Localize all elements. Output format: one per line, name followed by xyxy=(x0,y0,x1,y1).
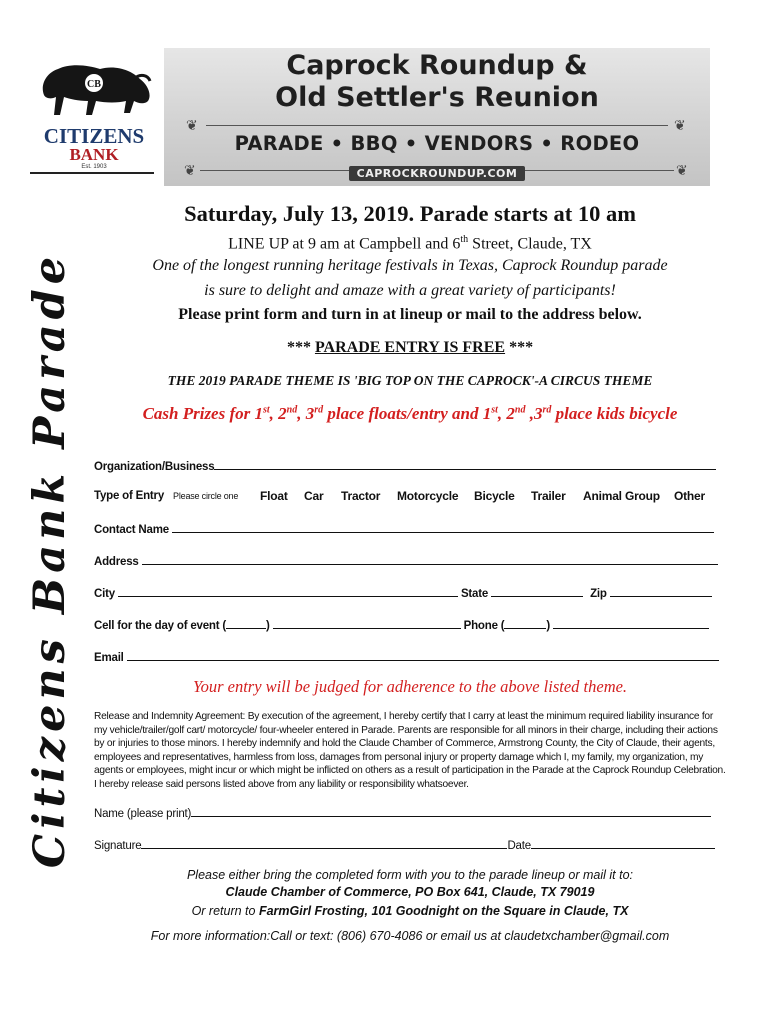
footer-contact-info: For more information:Call or text: (806) 670-4086 or email us at claudetxchamber@gmail.com xyxy=(150,929,670,943)
prize-sup: nd xyxy=(514,404,526,416)
city-row xyxy=(94,586,712,600)
email-label: Email xyxy=(94,652,124,664)
city-field[interactable] xyxy=(118,586,458,597)
lineup-info xyxy=(90,234,730,253)
logo-monogram: CB xyxy=(87,79,101,90)
signature-row xyxy=(94,838,715,852)
option-float[interactable]: Float xyxy=(260,489,288,503)
entry-free-notice xyxy=(90,339,730,357)
cell-area-code-field[interactable] xyxy=(226,618,266,629)
name-label: Name (please print) xyxy=(94,808,192,820)
event-banner xyxy=(164,48,710,186)
type-hint: Please circle one xyxy=(173,491,239,501)
bank-name: CITIZENS xyxy=(43,124,145,148)
zip-label: Zip xyxy=(590,588,607,600)
signature-field[interactable] xyxy=(141,838,507,849)
type-label-row xyxy=(94,490,238,502)
address-row xyxy=(94,554,718,568)
side-title-wrap xyxy=(22,210,78,910)
prize-sup: nd xyxy=(286,404,298,416)
option-other[interactable]: Other xyxy=(674,489,706,503)
banner-url-row xyxy=(164,162,710,181)
judging-notice: Your entry will be judged for adherence to the above listed theme. xyxy=(192,677,628,696)
free-text: PARADE ENTRY IS FREE xyxy=(314,339,506,356)
address-field[interactable] xyxy=(142,554,718,565)
banner-activities: PARADE • BBQ • VENDORS • RODEO xyxy=(234,132,640,155)
email-field[interactable] xyxy=(127,650,719,661)
ornament-icon: ❦ xyxy=(676,162,688,178)
prize-sup: rd xyxy=(542,404,552,416)
cell-row xyxy=(94,618,709,632)
print-form-instruction: Please print form and turn in at lineup or mail to the address below. xyxy=(178,306,642,323)
cash-prizes xyxy=(90,404,730,424)
prize-text: Cash Prizes for 1 xyxy=(142,404,263,423)
prize-sup: st xyxy=(263,404,270,416)
option-bicycle[interactable]: Bicycle xyxy=(474,489,515,503)
release-agreement: Release and Indemnity Agreement: By execution of the agreement, I hereby certify that I carry at least the minimum required liability insurance for my vehicle/trailer/golf cart/ motorcycle/ four-wheeler entered in Parade. Parents are responsible for all minors in their charge, including their actions by or injuries to those minors. I hereby indemnify and hold the Claude Chamber of Commerce, Armstrong County, the City of Claude, their agents, employees and representatives, harmless from loss, damages from personal injury or property damage which I, my family, my organization, my agents or employees, might incur or which might be inflicted on others as a result of participation in the Parade at the Caprock Roundup Celebration. I hereby release said persons listed above from any liability or responsibility whatsoever. xyxy=(94,711,726,790)
footer-instruction: Please either bring the completed form with you to the parade lineup or mail it to: xyxy=(186,868,634,882)
prize-text: place floats/entry and 1 xyxy=(323,404,492,423)
prize-sup: st xyxy=(491,404,498,416)
cell-label: Cell for the day of event ( xyxy=(94,620,226,632)
lineup-sup: th xyxy=(460,234,469,245)
organization-field[interactable] xyxy=(214,459,716,470)
cell-number-field[interactable] xyxy=(273,618,461,629)
contact-row xyxy=(94,522,714,536)
phone-label: Phone ( xyxy=(463,620,505,632)
heritage-line-1: One of the longest running heritage festivals in Texas, Caprock Roundup parade xyxy=(152,257,668,274)
option-trailer[interactable]: Trailer xyxy=(531,489,566,503)
footer-return-pre: Or return to xyxy=(191,904,259,918)
parade-theme: THE 2019 PARADE THEME IS 'BIG TOP ON THE CAPROCK'-A CIRCUS THEME xyxy=(167,373,653,388)
prize-text: place kids bicycle xyxy=(551,404,678,423)
logo-divider xyxy=(30,172,154,174)
event-date: Saturday, July 13, 2019. Parade starts at 10 am xyxy=(184,201,636,226)
banner-url[interactable]: CAPROCKROUNDUP.COM xyxy=(349,166,526,181)
option-motorcycle[interactable]: Motorcycle xyxy=(397,489,459,503)
contact-name-label: Contact Name xyxy=(94,524,169,536)
lineup-post: Street, Claude, TX xyxy=(468,235,592,253)
heritage-line-2: is sure to delight and amaze with a great variety of participants! xyxy=(204,282,616,299)
footer-mail-address: Claude Chamber of Commerce, PO Box 641, Claude, TX 79019 xyxy=(225,885,595,899)
zip-field[interactable] xyxy=(610,586,712,597)
ornament-icon: ❦ xyxy=(674,117,686,133)
prize-text: , 2 xyxy=(269,404,287,423)
address-label: Address xyxy=(94,556,139,568)
side-title: Citizens Bank Parade xyxy=(25,251,75,869)
contact-name-field[interactable] xyxy=(172,522,714,533)
date-field[interactable] xyxy=(531,838,715,849)
email-row xyxy=(94,650,719,664)
organization-label: Organization/Business xyxy=(94,461,215,473)
free-pre: *** xyxy=(286,339,315,356)
cell-paren: ) xyxy=(265,620,270,632)
signature-label: Signature xyxy=(94,840,142,852)
bank-established: Est. 1903 xyxy=(81,164,107,170)
ornament-icon: ❦ xyxy=(186,117,198,133)
banner-title-line2: Old Settler's Reunion xyxy=(275,82,599,113)
free-post: *** xyxy=(505,339,534,356)
bank-sub: BANK xyxy=(69,145,119,164)
date-label: Date xyxy=(507,840,531,852)
lineup-pre: LINE UP at 9 am at Campbell and 6 xyxy=(228,235,461,253)
phone-paren: ) xyxy=(546,620,551,632)
bison-icon xyxy=(30,55,160,127)
prize-sup: rd xyxy=(314,404,324,416)
footer-return-place: FarmGirl Frosting, 101 Goodnight on the Square in Claude, TX xyxy=(258,904,629,918)
state-field[interactable] xyxy=(491,586,583,597)
option-car[interactable]: Car xyxy=(304,489,324,503)
name-row xyxy=(94,806,711,820)
name-field[interactable] xyxy=(191,806,711,817)
phone-number-field[interactable] xyxy=(553,618,709,629)
prize-text: , 3 xyxy=(297,404,315,423)
banner-title-line1: Caprock Roundup & xyxy=(286,50,588,81)
banner-rule-top xyxy=(206,125,668,126)
option-tractor[interactable]: Tractor xyxy=(341,489,381,503)
state-label: State xyxy=(460,588,489,600)
organization-row xyxy=(94,459,716,473)
footer-return-location xyxy=(90,904,730,918)
prize-text: ,3 xyxy=(525,404,543,423)
prize-text: , 2 xyxy=(497,404,515,423)
city-label: City xyxy=(94,588,115,600)
type-of-entry-label: Type of Entry xyxy=(94,490,165,502)
option-animal-group[interactable]: Animal Group xyxy=(583,489,660,503)
phone-area-code-field[interactable] xyxy=(504,618,546,629)
ornament-icon: ❦ xyxy=(184,162,196,178)
